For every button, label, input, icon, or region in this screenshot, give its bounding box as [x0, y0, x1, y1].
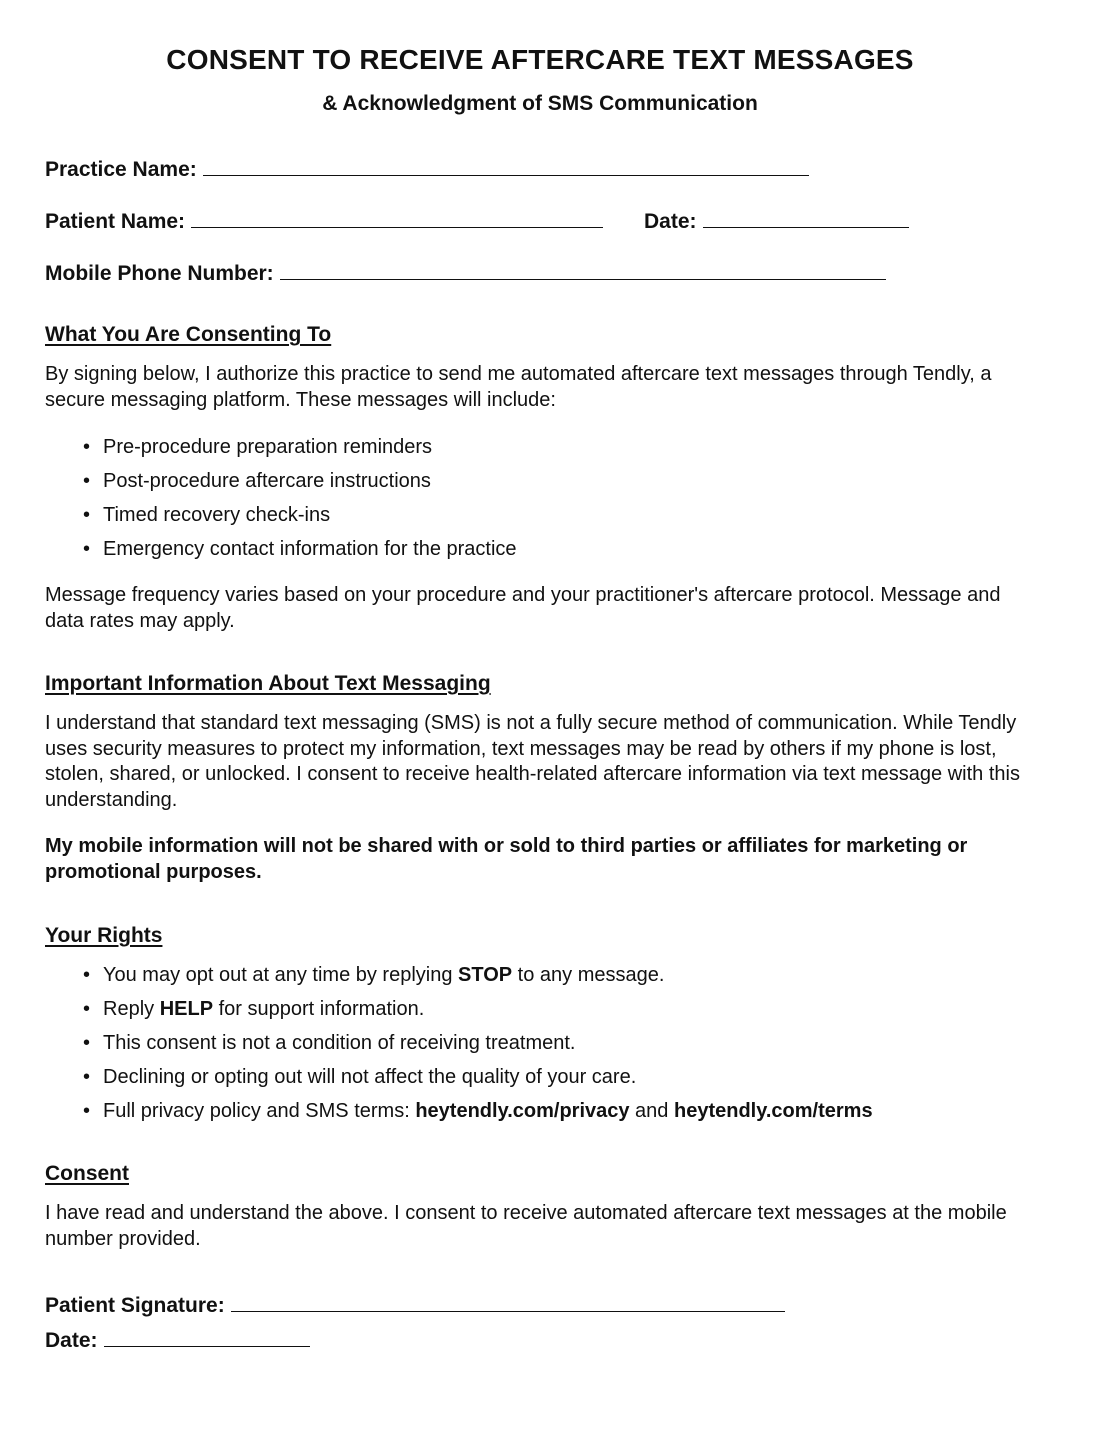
list-item [45, 996, 873, 1030]
bullet-glyph: • [83, 1066, 91, 1088]
section-heading-important: Important Information About Text Messaging [45, 672, 491, 695]
bullet-glyph: • [83, 538, 91, 560]
signature-date-line[interactable] [104, 1326, 310, 1347]
list-item [45, 536, 517, 570]
rights-list [45, 962, 873, 1132]
patient-signature-field [45, 1291, 785, 1318]
patient-signature-line[interactable] [231, 1291, 785, 1312]
page-title: CONSENT TO RECEIVE AFTERCARE TEXT MESSAGES [166, 44, 914, 75]
list-item [45, 962, 873, 996]
bullet-glyph: • [83, 964, 91, 986]
stop-keyword: STOP [458, 964, 513, 986]
section-heading-consenting: What You Are Consenting To [45, 323, 332, 346]
bullet-glyph: • [83, 1032, 91, 1054]
bullet-glyph: • [83, 504, 91, 526]
date-field [644, 207, 909, 234]
date-line[interactable] [703, 207, 909, 228]
consenting-note: Message frequency varies based on your procedure and your practitioner's aftercare protocol. Message and data rates may apply. [45, 584, 1001, 632]
list-item-text: Reply [103, 998, 160, 1020]
signature-date-field [45, 1326, 310, 1353]
privacy-policy-link[interactable]: heytendly.com/privacy [415, 1100, 630, 1122]
list-item-text: Full privacy policy and SMS terms: [103, 1100, 416, 1122]
consent-body: I have read and understand the above. I consent to receive automated aftercare text messages at the mobile number provided. [45, 1202, 1007, 1250]
list-item-text: Post-procedure aftercare instructions [103, 470, 431, 492]
privacy-notice: My mobile information will not be shared with or sold to third parties or affiliates for marketing or promotional purposes. [45, 835, 968, 883]
list-item-text: for support information. [213, 998, 425, 1020]
important-body: I understand that standard text messaging (SMS) is not a fully secure method of communication. While Tendly uses security measures to protect my information, text messages may be read by others if my phone is lost, stolen, shared, or unlocked. I consent to receive health-related aftercare information via text message with this understanding. [45, 712, 1020, 811]
list-item-text: Pre-procedure preparation reminders [103, 436, 433, 458]
practice-name-label: Practice Name: [45, 158, 197, 181]
list-item-text: This consent is not a condition of receiving treatment. [103, 1032, 576, 1054]
list-item [45, 1030, 873, 1064]
mobile-phone-field [45, 259, 886, 286]
sms-terms-link[interactable]: heytendly.com/terms [673, 1100, 873, 1122]
practice-name-field [45, 155, 809, 182]
mobile-phone-label: Mobile Phone Number: [45, 262, 274, 285]
list-item-text: You may opt out at any time by replying [103, 964, 459, 986]
bullet-glyph: • [83, 1100, 91, 1122]
mobile-phone-line[interactable] [280, 259, 886, 280]
section-heading-consent: Consent [45, 1162, 129, 1185]
bullet-glyph: • [83, 470, 91, 492]
bullet-glyph: • [83, 436, 91, 458]
signature-date-label: Date: [45, 1329, 98, 1352]
list-item [45, 434, 517, 468]
list-item-text: to any message. [512, 964, 665, 986]
list-item [45, 502, 517, 536]
list-item-text: and [629, 1100, 674, 1122]
list-item [45, 1098, 873, 1132]
help-keyword: HELP [159, 998, 214, 1020]
bullet-glyph: • [83, 998, 91, 1020]
list-item-text: Timed recovery check-ins [103, 504, 331, 526]
list-item [45, 468, 517, 502]
patient-name-label: Patient Name: [45, 210, 186, 233]
list-item [45, 1064, 873, 1098]
consenting-list [45, 434, 517, 570]
patient-name-line[interactable] [191, 207, 603, 228]
practice-name-line[interactable] [203, 155, 809, 176]
page-subtitle: & Acknowledgment of SMS Communication [322, 92, 758, 115]
section-heading-rights: Your Rights [45, 924, 163, 947]
list-item-text: Declining or opting out will not affect the quality of your care. [103, 1066, 637, 1088]
patient-name-field [45, 207, 603, 234]
consenting-intro: By signing below, I authorize this practice to send me automated aftercare text messages through Tendly, a secure messaging platform. These messages will include: [45, 363, 992, 411]
date-label: Date: [644, 210, 697, 233]
patient-signature-label: Patient Signature: [45, 1294, 225, 1317]
list-item-text: Emergency contact information for the practice [103, 538, 517, 560]
